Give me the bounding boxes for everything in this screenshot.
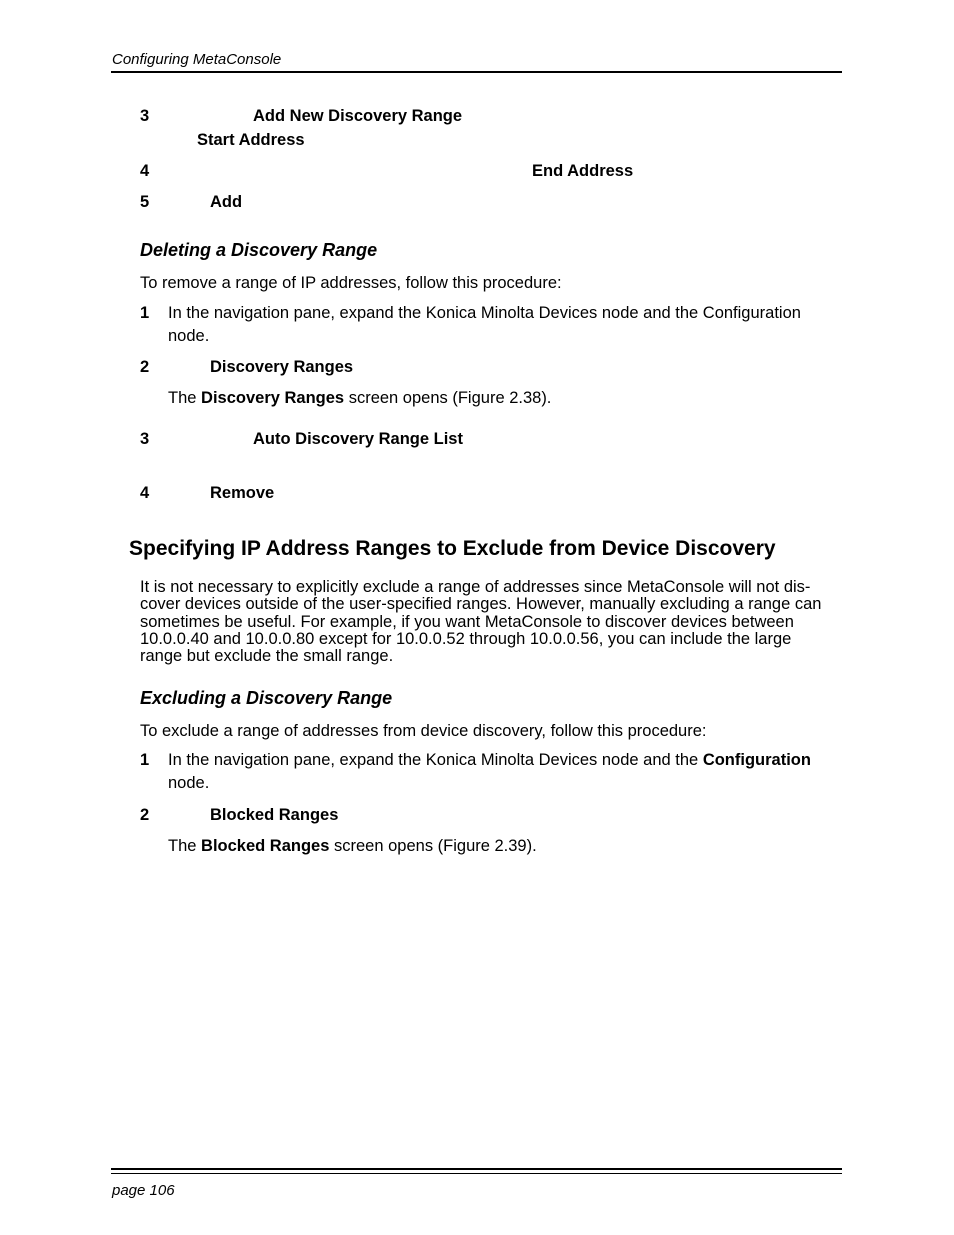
ui-term: Configuration xyxy=(702,751,811,769)
ui-term: Blocked Ranges xyxy=(201,837,330,855)
step-number: 3 xyxy=(140,107,150,125)
footer-rule xyxy=(111,1168,842,1170)
result-text: screen opens (Figure 2.38). xyxy=(348,389,552,407)
header-rule xyxy=(111,71,842,73)
subsection-heading: Deleting a Discovery Range xyxy=(140,240,378,260)
step-text-part: In the navigation pane, expand the Konica Minolta Devices node and the xyxy=(168,751,699,769)
result-text: The xyxy=(168,837,197,855)
page-number: page 106 xyxy=(112,1182,175,1199)
step-number: 5 xyxy=(140,193,150,211)
ui-term: Add xyxy=(210,193,243,211)
ui-term: Discovery Ranges xyxy=(210,358,354,376)
result-text: The xyxy=(168,389,197,407)
footer-rule xyxy=(111,1173,842,1174)
section-heading: Specifying IP Address Ranges to Exclude from Device Discovery xyxy=(129,537,776,560)
paragraph-line: sometimes be useful. For example, if you want MetaConsole to discover devices between xyxy=(140,612,794,631)
intro-text: To remove a range of IP addresses, follow this procedure: xyxy=(140,274,562,292)
step-text xyxy=(168,749,811,772)
section-paragraph xyxy=(140,579,845,665)
ui-term: Auto Discovery Range List xyxy=(253,430,463,448)
step-number: 2 xyxy=(140,358,150,376)
step-text: In the navigation pane, expand the Konica Minolta Devices node and the Configuration xyxy=(168,304,801,322)
step-number: 4 xyxy=(140,162,150,180)
paragraph-line: It is not necessary to explicitly exclude a range of addresses since MetaConsole will not dis- xyxy=(140,578,811,596)
step-number: 3 xyxy=(140,430,150,448)
step-number: 2 xyxy=(140,806,150,824)
step-number: 1 xyxy=(140,751,150,769)
ui-term: End Address xyxy=(532,162,634,180)
step-text: node. xyxy=(168,774,210,792)
running-header: Configuring MetaConsole xyxy=(112,51,282,68)
step-result xyxy=(168,835,537,858)
step-number: 4 xyxy=(140,484,150,502)
ui-term: Start Address xyxy=(197,131,305,149)
ui-term: Add New Discovery Range xyxy=(253,107,463,125)
paragraph-line: cover devices outside of the user-specified ranges. However, manually excluding a range can xyxy=(140,595,822,614)
step-text: node. xyxy=(168,327,210,345)
ui-term: Blocked Ranges xyxy=(210,806,339,824)
intro-text: To exclude a range of addresses from device discovery, follow this procedure: xyxy=(140,722,707,740)
result-text: screen opens (Figure 2.39). xyxy=(334,837,537,855)
step-result xyxy=(168,387,551,410)
paragraph-line: 10.0.0.40 and 10.0.0.80 except for 10.0.0.52 through 10.0.0.56, you can include the large xyxy=(140,629,792,648)
step-number: 1 xyxy=(140,304,150,322)
ui-term: Discovery Ranges xyxy=(201,389,345,407)
paragraph-line: range but exclude the small range. xyxy=(140,647,394,666)
ui-term: Remove xyxy=(210,484,275,502)
subsection-heading: Excluding a Discovery Range xyxy=(140,688,393,708)
